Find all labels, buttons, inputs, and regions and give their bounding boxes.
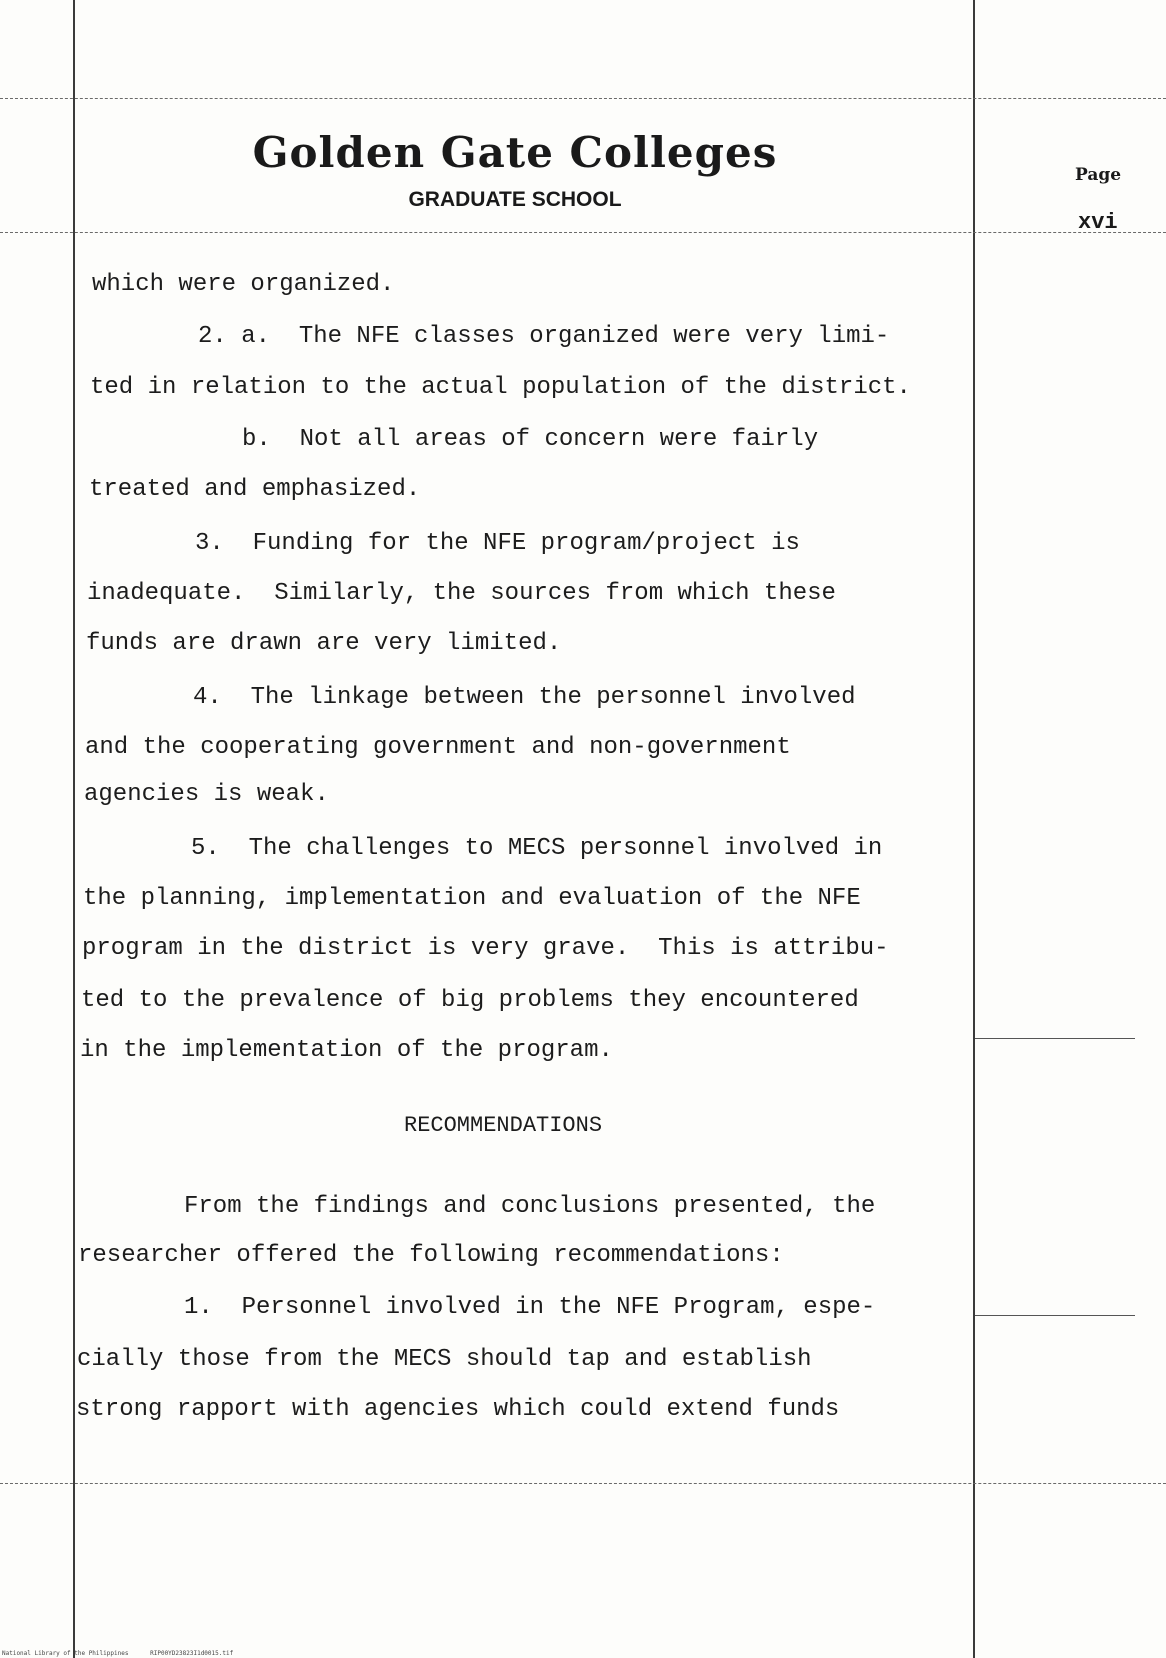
text-line: b. Not all areas of concern were fairly xyxy=(242,426,819,453)
footer-file: RIP00YD23823I1d0015.tif xyxy=(150,1650,234,1657)
page-number: xvi xyxy=(1078,210,1118,235)
text-line: the planning, implementation and evaluation of the NFE xyxy=(83,885,861,912)
text-line: researcher offered the following recommendations: xyxy=(78,1242,784,1269)
text-line: strong rapport with agencies which could extend funds xyxy=(76,1396,840,1423)
scan-footer xyxy=(2,1650,233,1657)
text-line: 2. a. The NFE classes organized were very limi- xyxy=(198,323,890,350)
text-line: funds are drawn are very limited. xyxy=(86,630,562,657)
text-line: 3. Funding for the NFE program/project is xyxy=(195,530,800,557)
text-line: 1. Personnel involved in the NFE Program, espe- xyxy=(184,1294,876,1321)
bottom-rule xyxy=(0,1483,1166,1484)
text-line: in the implementation of the program. xyxy=(80,1037,613,1064)
margin-tick xyxy=(975,1315,1135,1316)
text-line: agencies is weak. xyxy=(84,781,329,808)
text-line: inadequate. Similarly, the sources from which these xyxy=(87,580,836,607)
margin-tick xyxy=(975,1038,1135,1039)
text-line: treated and emphasized. xyxy=(89,476,421,503)
right-margin-rule xyxy=(973,0,975,1658)
text-line: and the cooperating government and non-government xyxy=(85,734,791,761)
top-rule xyxy=(0,98,1166,99)
text-line: 4. The linkage between the personnel involved xyxy=(193,684,856,711)
footer-library: National Library of the Philippines xyxy=(2,1650,129,1657)
text-line: cially those from the MECS should tap and establish xyxy=(77,1346,812,1373)
header-rule xyxy=(0,232,1166,233)
section-heading: RECOMMENDATIONS xyxy=(404,1113,603,1138)
text-line: ted to the prevalence of big problems they encountered xyxy=(81,987,859,1014)
text-line: ted in relation to the actual population of the district. xyxy=(90,374,911,401)
college-name: Golden Gate Colleges xyxy=(252,128,778,177)
text-line: program in the district is very grave. This is attribu- xyxy=(82,935,889,962)
text-line: From the findings and conclusions presented, the xyxy=(184,1193,876,1220)
page-label: Page xyxy=(1075,165,1122,185)
text-line: 5. The challenges to MECS personnel involved in xyxy=(191,835,883,862)
left-margin-rule xyxy=(73,0,75,1658)
school-name: GRADUATE SCHOOL xyxy=(408,188,622,211)
text-line: which were organized. xyxy=(92,271,395,298)
